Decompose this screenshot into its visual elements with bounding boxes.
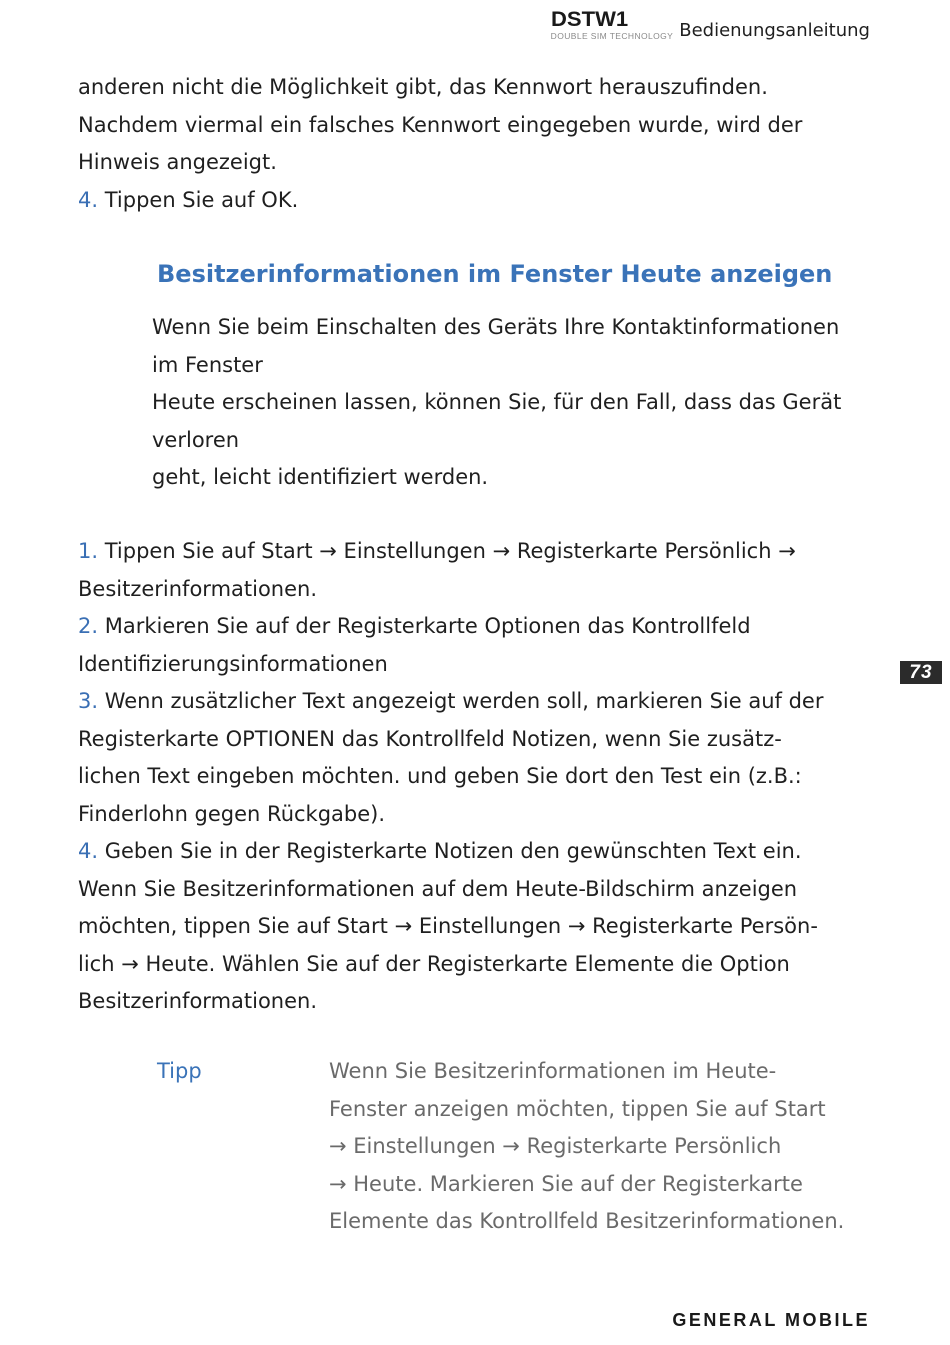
step-1 [78, 533, 823, 571]
tip-line: Fenster anzeigen möchten, tippen Sie auf Start [329, 1096, 826, 1121]
step-line: Registerkarte OPTIONEN das Kontrollfeld Notizen, wenn Sie zusätz- [78, 726, 782, 751]
intro-line: Hinweis angezeigt. [78, 150, 277, 174]
step-number: 1. [78, 539, 99, 563]
intro-line: Nachdem viermal ein falsches Kennwort eingegeben wurde, wird der [78, 112, 803, 137]
intro-line: anderen nicht die Möglichkeit gibt, das Kennwort herauszufinden. [78, 75, 768, 99]
step-text: Tippen Sie auf Start → Einstellungen → Registerkarte Persönlich → [98, 539, 796, 563]
step-number: 4. [78, 187, 99, 212]
step-line: lich → Heute. Wählen Sie auf der Registerkarte Elemente die Option [78, 951, 790, 976]
intro-step-4 [78, 182, 802, 220]
section-heading: Besitzerinformationen im Fenster Heute anzeigen [157, 260, 833, 288]
step-text: Geben Sie in der Registerkarte Notizen den gewünschten Text ein. [98, 839, 802, 863]
step-line: Wenn Sie Besitzerinformationen auf dem Heute-Bildschirm anzeigen [78, 876, 798, 901]
step-line: Besitzerinformationen. [78, 576, 318, 601]
step-line: Identifizierungsinformationen [78, 651, 388, 676]
page-header [551, 10, 870, 41]
step-3 [78, 683, 823, 721]
step-line: lichen Text eingeben möchten. und geben Sie dort den Test ein (z.B.: [78, 764, 802, 788]
paragraph-line: im Fenster [152, 352, 263, 377]
paragraph-line: verloren [152, 427, 240, 452]
step-number: 3. [78, 689, 99, 713]
step-4 [78, 833, 823, 871]
step-line: Finderlohn gegen Rückgabe). [78, 801, 386, 826]
step-text: Tippen Sie auf OK. [98, 187, 299, 212]
step-number: 2. [78, 614, 99, 638]
step-line: möchten, tippen Sie auf Start → Einstellungen → Registerkarte Persön- [78, 914, 818, 938]
steps-list [78, 533, 823, 1021]
step-line: Besitzerinformationen. [78, 989, 318, 1013]
logo-subtitle: DOUBLE SIM TECHNOLOGY [550, 31, 674, 41]
tip-text [329, 1053, 844, 1241]
paragraph-line: Heute erscheinen lassen, können Sie, für den Fall, dass das Gerät [152, 390, 842, 414]
tip-line: → Heute. Markieren Sie auf der Registerkarte [329, 1171, 803, 1196]
section-paragraph [152, 309, 841, 497]
step-text: Markieren Sie auf der Registerkarte Optionen das Kontrollfeld [98, 614, 751, 638]
page-number-tab: 73 [900, 661, 942, 684]
tip-line: Wenn Sie Besitzerinformationen im Heute- [329, 1059, 777, 1083]
paragraph-line: Wenn Sie beim Einschalten des Geräts Ihre Kontaktinformationen [152, 315, 840, 339]
logo-text: DSTW1 [550, 8, 628, 31]
header-title: Bedienungsanleitung [679, 20, 870, 41]
step-text: Wenn zusätzlicher Text angezeigt werden soll, markieren Sie auf der [98, 689, 824, 713]
intro-text [78, 69, 802, 219]
tip-label: Tipp [157, 1059, 202, 1083]
step-number: 4. [78, 839, 99, 863]
paragraph-line: geht, leicht identifiziert werden. [152, 465, 489, 489]
dstw1-logo [551, 10, 674, 41]
tip-line: Elemente das Kontrollfeld Besitzerinformationen. [329, 1209, 845, 1233]
step-2 [78, 608, 823, 646]
general-mobile-logo: GENERAL MOBILE [672, 1310, 870, 1330]
tip-line: → Einstellungen → Registerkarte Persönlich [329, 1134, 782, 1158]
